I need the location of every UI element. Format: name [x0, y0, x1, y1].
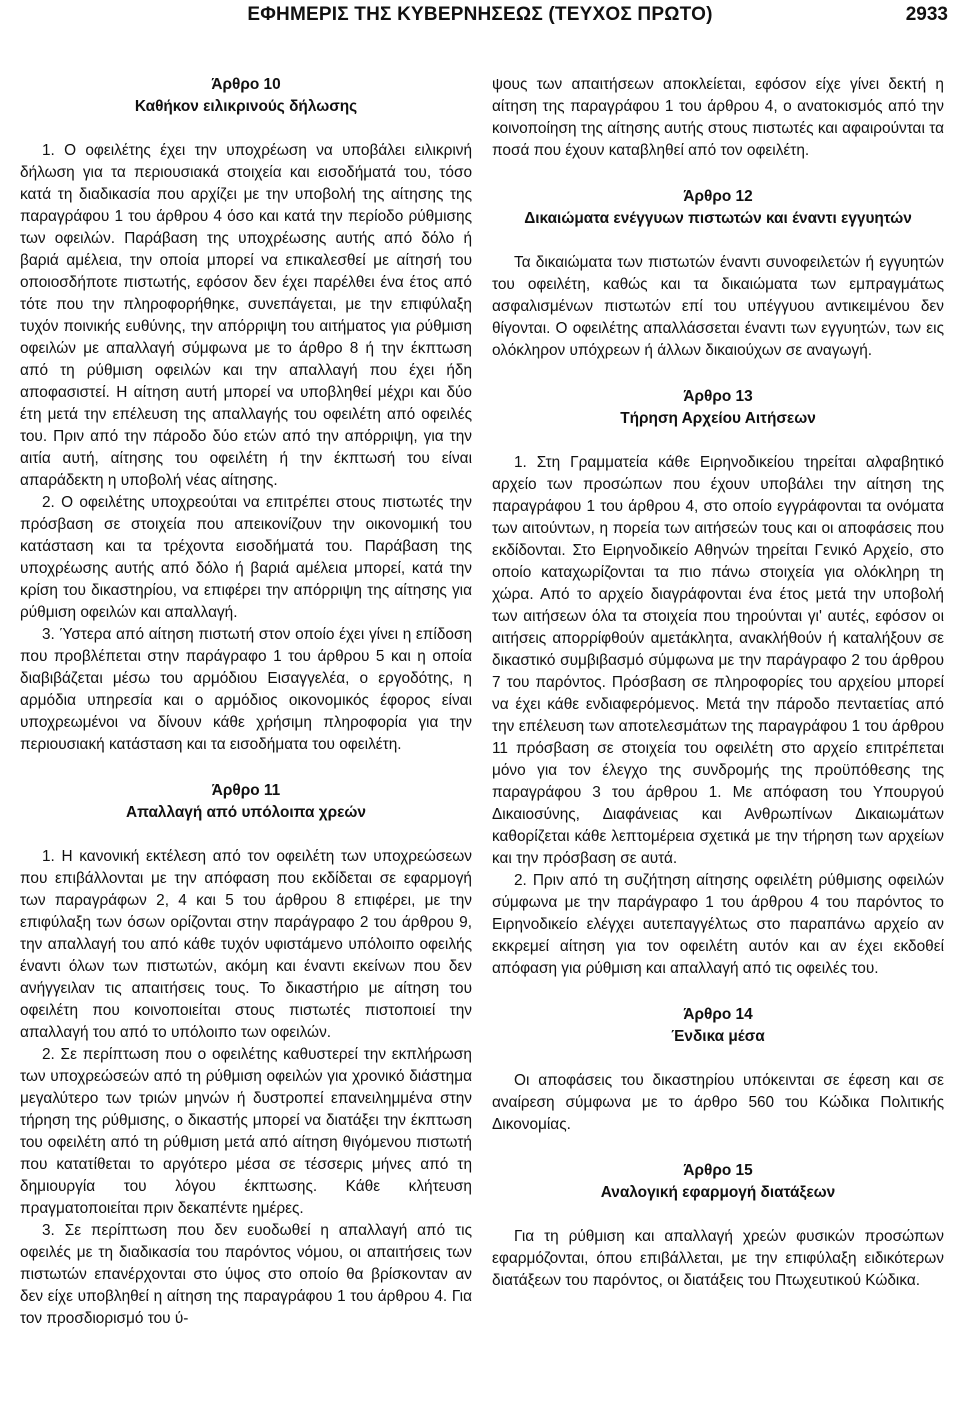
right-column [492, 74, 944, 1292]
article-paragraph: Για τη ρύθμιση και απαλλαγή χρεών φυσικών προσώπων εφαρμόζονται, όπου επιβάλλεται, με την επιφύλαξη ειδικότερων διατάξεων του παρόντος, οι διατάξεις του Πτωχευτικού Κώδικα. [492, 1228, 944, 1289]
page-number: 2933 [905, 4, 948, 25]
article-title: Δικαιώματα ενέγγυων πιστωτών και έναντι εγγυητών [524, 210, 912, 227]
article-number: Άρθρο 10 [211, 76, 281, 93]
article-paragraph: 3. Σε περίπτωση που δεν ευοδωθεί η απαλλαγή από τις οφειλές με τη διαδικασία του παρόντος νόμου, οι απαιτήσεις των πιστωτών επανέρχονται στο ύψος στο οποίο θα βρίσκονταν αν δεν είχε υποβληθεί η αίτηση της παραγράφου 1 του άρθρου 4. Για τον προσδιορισμό του ύ- [20, 1222, 472, 1327]
article-paragraph: Τα δικαιώματα των πιστωτών έναντι συνοφειλετών ή εγγυητών του οφειλέτη, καθώς και τα δικαιώματα των εμπραγμάτως ασφαλισμένων πιστωτών επί του υπέγγυου αντικειμένου δεν θίγονται. Ο οφειλέτης απαλλάσσεται έναντι των εγγυητών, των εις ολόκληρον υπόχρεων ή άλλων δικαιούχων σε αναγωγή. [492, 254, 944, 359]
article-title: Τήρηση Αρχείου Αιτήσεων [620, 410, 816, 427]
article-paragraph: 2. Ο οφειλέτης υποχρεούται να επιτρέπει στους πιστωτές την πρόσβαση σε στοιχεία που απεικονίζουν την οικονομική του κατάσταση και τα τρέχοντα εισοδήματά του. Παράβαση της υποχρέωσης αυτής από δόλο ή βαριά αμέλεια μπορεί, κατά την κρίση του δικαστηρίου, να επιφέρει την απόρριψη της αίτησης για ρύθμιση οφειλών και απαλλαγή. [20, 494, 472, 621]
article-paragraph: 1. Στη Γραμματεία κάθε Ειρηνοδικείου τηρείται αλφαβητικό αρχείο των προσώπων που έχουν υποβάλει την αίτηση της παραγράφου 1 του άρθρου 4, στο οποίο εγγράφονται τα ονόματα των αιτούντων, η πορεία των αιτήσεών τους και οι αποφάσεις που εκδίδονται. Στο Ειρηνοδικείο Αθηνών τηρείται Γενικό Αρχείο, στο οποίο καταχωρίζονται τα πιο πάνω στοιχεία για ολόκληρη τη χώρα. Από το αρχείο διαγράφονται ένα έτος μετά την υποβολή των αιτήσεων όλα τα στοιχεία που τηρούνται γι' αυτές, εφόσον οι αιτήσεις απορρίφθούν αμετάκλητα, ανακλήθούν ή καταλήξουν σε δικαστικό συμβιβασμό σύμφωνα με την παράγραφο 2 του άρθρου 7 του παρόντος. Πρόσβαση σε πληροφορίες του αρχείου μπορεί να έχει κάθε ενδιαφερόμενος. Μετά την πάροδο πενταετίας από την επέλευση των αποτελεσμάτων της παραγράφου 1 του άρθρου 11 πρόσβαση σε στοιχεία του οφειλέτη στο αρχείο επιτρέπεται μόνο για τον έλεγχο της συνδρομής της προϋπόθεσης της παραγράφου 3 του άρθρου 1. Με απόφαση του Υπουργού Δικαιοσύνης, Διαφάνειας και Ανθρωπίνων Δικαιωμάτων καθορίζεται κάθε λεπτομέρεια σχετικά με την τήρηση των αρχείων και την πρόσβαση σε αυτά. [492, 454, 944, 867]
article-11 [20, 780, 472, 1330]
article-paragraph: 2. Πριν από τη συζήτηση αίτησης οφειλέτη ρύθμισης οφειλών σύμφωνα με την παράγραφο 1 του άρθρου 4 του παρόντος το Ειρηνοδικείο ελέγχει αυτεπαγγέλτως στο παραπάνω αρχείο αν εκκρεμεί αίτηση για τον οφειλέτη αυτόν και αν έχει εκδοθεί απόφαση για ρύθμιση και απαλλαγή από τις οφειλές του. [492, 872, 944, 977]
gazette-title: ΕΦΗΜΕΡΙΣ ΤΗΣ ΚΥΒΕΡΝΗΣΕΩΣ (ΤΕΥΧΟΣ ΠΡΩΤΟ) [247, 4, 713, 25]
article-number: Άρθρο 12 [683, 188, 753, 205]
article-number: Άρθρο 11 [211, 782, 281, 799]
article-14 [492, 1004, 944, 1136]
article-paragraph: 1. Ο οφειλέτης έχει την υποχρέωση να υποβάλει ειλικρινή δήλωση για τα περιουσιακά στοιχεία και εισοδήματά του, τόσο κατά τη διαδικασία που αρχίζει με την υποβολή της αίτησης της παραγράφου 1 του άρθρου 4 όσο και κατά την περίοδο ρύθμισης των οφειλών. Παράβαση της υποχρέωσης αυτής από δόλο ή βαριά αμέλεια, την οποία μπορεί να επικαλεσθεί με αίτησή του οποιοσδήποτε πιστωτής, εφόσον δεν έχει παρέλθει ένα έτος από τότε που την πληροφορήθηκε, συνεπάγεται, με την επιφύλαξη τυχόν ποινικής ευθύνης, την απόρριψη του αιτήματος για ρύθμιση οφειλών με απαλλαγή σύμφωνα με το άρθρο 8 ή την έκπτωση από τη ρύθμιση οφειλών και την απαλλαγή που έχει ήδη αποφασιστεί. Η αίτηση αυτή μπορεί να υποβληθεί μέχρι και δύο έτη μετά την επέλευση της απαλλαγής του οφειλέτη από οφειλές του. Πριν από την πάροδο δύο ετών από την απόρριψη, για την αιτία αυτή, αίτησης του οφειλέτη ή την έκπτωσή του είναι απαράδεκτη η υποβολή νέας αίτησης. [20, 142, 472, 489]
article-13 [492, 386, 944, 980]
article-title: Καθήκον ειλικρινούς δήλωσης [134, 98, 358, 115]
left-column [20, 74, 472, 1330]
article-paragraph: 3. Ύστερα από αίτηση πιστωτή στον οποίο έχει γίνει η επίδοση που προβλέπεται στην παράγραφο 1 του άρθρου 5 και η οποία διαβιβάζεται μέσω του αρμόδιου Εισαγγελέα, ο εργοδότης, η αρμόδια υπηρεσία και ο αρμόδιος οικονομικός έφορος είναι υποχρεωμένοι να δίνουν κάθε χρήσιμη πληροφορία για την περιουσιακή κατάσταση και τα εισοδήματα του οφειλέτη. [20, 626, 472, 753]
article-11-continuation: ψους των απαιτήσεων αποκλείεται, εφόσον είχε γίνει δεκτή η αίτηση της παραγράφου 1 του άρθρου 4, ο ανατοκισμός από την κοινοποίηση της αίτησης αυτής στους πιστωτές και αφαιρούνται τα ποσά που έχουν καταβληθεί από τον οφειλέτη. [492, 76, 944, 159]
article-paragraph: Οι αποφάσεις του δικαστηρίου υπόκεινται σε έφεση και σε αναίρεση σύμφωνα με το άρθρο 560 του Κώδικα Πολιτικής Δικονομίας. [492, 1072, 944, 1133]
article-paragraph: 2. Σε περίπτωση που ο οφειλέτης καθυστερεί την εκπλήρωση των υποχρεώσεών από τη ρύθμιση οφειλών για χρονικό διάστημα μεγαλύτερο των τριών μηνών ή δυστροπεί επανειλημμένα στην τήρηση της ρύθμισης, ο δικαστής μπορεί να διατάξει την έκπτωση του οφειλέτη από τη ρύθμιση μετά από αίτηση θιγόμενου πιστωτή που κατατίθεται το αργότερο μέσα σε τέσσερις μήνες από τη δημιουργία του λόγου έκπτωσης. Κάθε κλήτευση πραγματοποιείται πριν δεκαπέντε ημέρες. [20, 1046, 472, 1217]
article-title: Απαλλαγή από υπόλοιπα χρεών [125, 804, 366, 821]
article-number: Άρθρο 14 [683, 1006, 753, 1023]
article-10 [20, 74, 472, 756]
article-paragraph: 1. Η κανονική εκτέλεση από τον οφειλέτη των υποχρεώσεων που επιβάλλονται με την απόφαση που εκδίδεται σε εφαρμογή των παραγράφων 2, 4 και 5 του άρθρου 8 επιφέρει, με την επιφύλαξη των όσων ορίζονται στην παράγραφο 2 του άρθρου 9, την απαλλαγή του από κάθε τυχόν υφιστάμενο υπόλοιπο οφειλής έναντι όλων των πιστωτών, ακόμη και έναντι εκείνων που δεν ανήγγειλαν τις απαιτήσεις τους. Το δικαστήριο με αίτηση του οφειλέτη που κοινοποιείται στους πιστωτές πιστοποιεί την απαλλαγή του από το υπόλοιπο των οφειλών. [20, 848, 472, 1041]
page-header [0, 4, 960, 34]
article-title: Ένδικα μέσα [671, 1028, 765, 1045]
article-number: Άρθρο 13 [683, 388, 753, 405]
article-12 [492, 186, 944, 362]
article-title: Αναλογική εφαρμογή διατάξεων [600, 1184, 836, 1201]
article-15 [492, 1160, 944, 1292]
article-number: Άρθρο 15 [683, 1162, 753, 1179]
